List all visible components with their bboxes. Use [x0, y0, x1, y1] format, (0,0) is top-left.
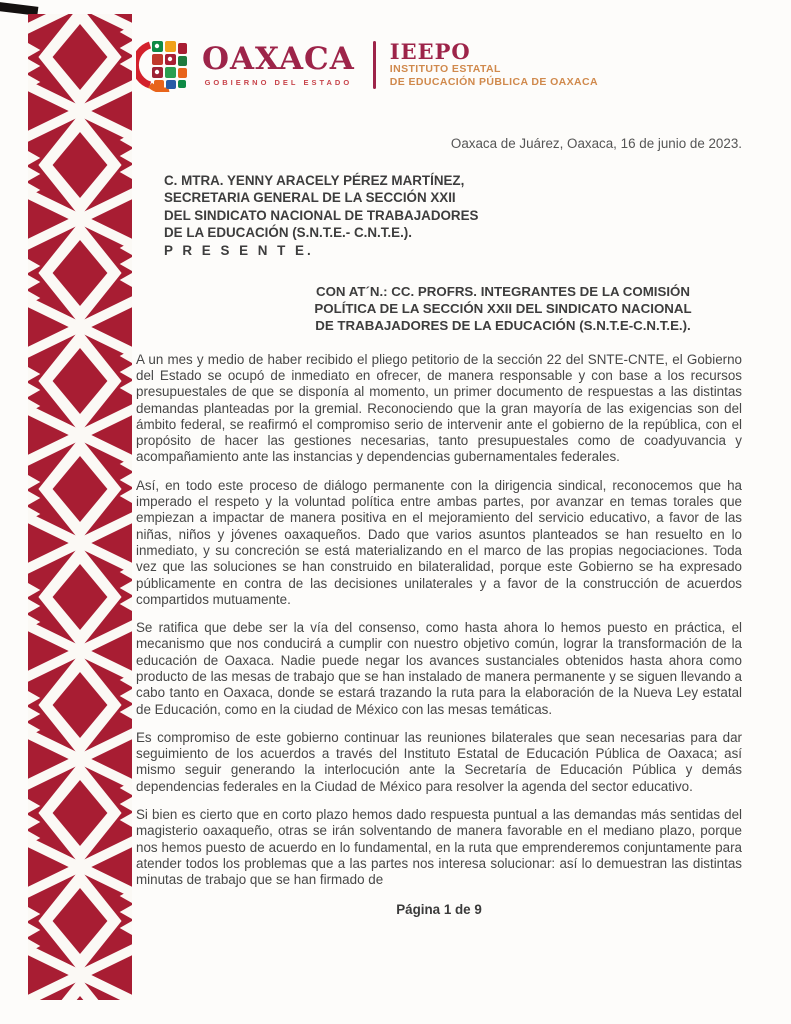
- recipient-line: DE LA EDUCACIÓN (S.N.T.E.- C.N.T.E.).: [164, 225, 412, 241]
- attention-line: CON AT´N.: CC. PROFRS. INTEGRANTES DE LA COMISIÓN: [315, 284, 691, 300]
- letter-content: [136, 0, 742, 1024]
- recipient-line: DEL SINDICATO NACIONAL DE TRABAJADORES: [164, 207, 479, 223]
- attention-block: [264, 283, 742, 335]
- paragraph: A un mes y medio de haber recibido el pliego petitorio de la sección 22 del SNTE-CNTE, el Gobierno del Estado se ocupó de inmediato en ofrecer, de manera responsable y con base a los recursos presupuestales de que se disponía al momento, un primer documento de respuestas a las distintas demandas planteadas por la gremial. Reconociendo que la gran mayoría de las exigencias son del ámbito federal, se reafirmó el compromiso serio de intervenir ante el gobierno de la república, con el propósito de hacer las gestiones necesarias, tanto presupuestales como de coadyuvancia y acompañamiento ante las instancias y dependencias gubernamentales federales.: [136, 351, 742, 465]
- attention-line: DE TRABAJADORES DE LA EDUCACIÓN (S.N.T.E-C.N.T.E.).: [315, 318, 691, 334]
- institute-block: [390, 41, 598, 89]
- paragraph: Si bien es cierto que en corto plazo hemos dado respuesta puntual a las demandas más sentidas del magisterio oaxaqueño, otras se irán solventando de manera favorable en el mediano plazo, porque nos hemos puesto de acuerdo en lo fundamental, en la ruta que emprenderemos conjuntamente para atender todos los problemas que a las partes nos interesa solucionar: así lo demuestran las distintas minutas de trabajo que se han firmado de: [136, 807, 742, 888]
- brand-block: [202, 40, 355, 87]
- recipient-presente: P R E S E N T E.: [164, 242, 314, 258]
- paragraph: Así, en todo este proceso de diálogo permanente con la dirigencia sindical, reconocemos que ha imperado el respeto y la voluntad política entre ambas partes, por avanzar en temas torales que empiezan a impactar de manera positiva en el mejoramiento del servicio educativo, a favor de las niñas, niños y jóvenes oaxaqueños. Dado que varios asuntos planteados se han resuelto en lo inmediato, y su concreción se está materializando en el marco de las propias negociaciones. Toda vez que las soluciones se han construido en bilateralidad, porque este Gobierno se ha expresado públicamente en contra de las decisiones unilaterales y a favor de la construcción de acuerdos compartidos mutuamente.: [136, 477, 742, 607]
- oaxaca-logo-icon: [136, 38, 190, 92]
- decorative-border-pattern-icon: [28, 14, 132, 1000]
- page-number-footer: Página 1 de 9: [396, 901, 482, 917]
- institute-name-line1: INSTITUTO ESTATAL: [389, 63, 501, 75]
- brand-name: OAXACA: [202, 40, 355, 77]
- recipient-line: SECRETARIA GENERAL DE LA SECCIÓN XXII: [164, 190, 456, 206]
- masthead-divider: [373, 41, 376, 89]
- attention-line: POLÍTICA DE LA SECCIÓN XXII DEL SINDICATO NACIONAL: [314, 301, 692, 317]
- paragraph: Es compromiso de este gobierno continuar las reuniones bilaterales que sean necesarias para dar seguimiento de los acuerdos a través del Instituto Estatal de Educación Pública de Oaxaca; así mismo seguir generando la interlocución ante la Secretaría de Educación Pública y demás dependencias federales en la Ciudad de México para resolver la agenda del sector educativo.: [136, 729, 742, 794]
- recipient-block: [136, 172, 742, 259]
- brand-tagline: GOBIERNO DEL ESTADO: [204, 77, 353, 87]
- letterhead: [136, 38, 742, 92]
- letter-body: [136, 352, 742, 889]
- date-line: Oaxaca de Juárez, Oaxaca, 16 de junio de 2023.: [450, 136, 742, 151]
- institute-name-line2: DE EDUCACIÓN PÚBLICA DE OAXACA: [389, 76, 598, 88]
- institute-acronym: IEEPO: [389, 39, 471, 64]
- recipient-line: C. MTRA. YENNY ARACELY PÉREZ MARTÍNEZ,: [164, 173, 465, 188]
- paragraph: Se ratifica que debe ser la vía del consenso, como hasta ahora lo hemos puesto en práctica, el mecanismo que nos conducirá a cumplir con nuestro objetivo común, lograr la transformación de la educación de Oaxaca. Nadie puede negar los avances sustanciales obtenidos hasta ahora como producto de las mesas de trabajo que se han instalado de manera permanente y se siguen llevando a cabo tanto en Oaxaca, donde se estará trazando la ruta para la elaboración de la Nueva Ley estatal de Educación, como en la ciudad de México con las mesas temáticas.: [136, 620, 742, 717]
